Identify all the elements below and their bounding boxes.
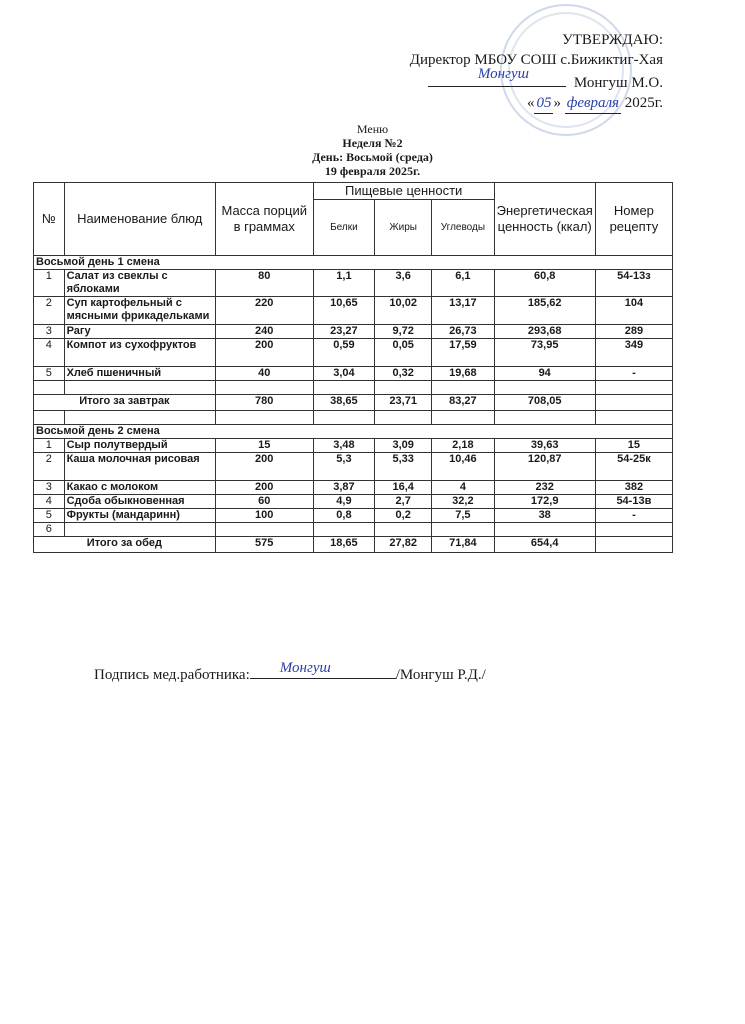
cell-recipe: 15 — [595, 439, 672, 453]
col-mass: Масса порций в граммах — [215, 183, 313, 256]
cell-protein — [313, 523, 374, 537]
table-row — [34, 509, 673, 523]
cell-energy — [494, 523, 595, 537]
menu-table — [33, 182, 673, 553]
cell-name: Рагу — [64, 325, 215, 339]
cell-fat: 9,72 — [375, 325, 432, 339]
cell-carbs: 32,2 — [432, 495, 494, 509]
cell-protein: 3,48 — [313, 439, 374, 453]
cell-protein: 3,04 — [313, 367, 374, 381]
cell-energy: 185,62 — [494, 297, 595, 325]
empty-cell — [375, 381, 432, 395]
approval-date-year: 2025г. — [624, 95, 663, 111]
cell-name: Салат из свеклы с яблоками — [64, 270, 215, 297]
total-mass: 575 — [215, 537, 313, 553]
cell-name: Фрукты (мандаринн) — [64, 509, 215, 523]
cell-protein: 1,1 — [313, 270, 374, 297]
table-row — [34, 270, 673, 297]
cell-carbs: 2,18 — [432, 439, 494, 453]
cell-mass — [215, 523, 313, 537]
cell-fat: 2,7 — [375, 495, 432, 509]
empty-cell — [313, 411, 374, 425]
cell-num: 1 — [34, 270, 65, 297]
empty-cell — [64, 411, 215, 425]
table-row — [34, 297, 673, 325]
cell-carbs: 7,5 — [432, 509, 494, 523]
table-row — [34, 439, 673, 453]
table-row — [34, 367, 673, 381]
director-signature-text: Монгуш — [477, 66, 529, 82]
cell-energy: 60,8 — [494, 270, 595, 297]
cell-fat: 16,4 — [375, 481, 432, 495]
cell-fat: 0,05 — [375, 339, 432, 367]
total-mass: 780 — [215, 395, 313, 411]
empty-cell — [34, 411, 65, 425]
approval-position: Директор МБОУ СОШ с.Бижиктиг-Хая — [409, 52, 663, 68]
cell-fat: 5,33 — [375, 453, 432, 481]
approval-title: УТВЕРЖДАЮ: — [562, 32, 663, 48]
table-row — [34, 495, 673, 509]
empty-cell — [432, 411, 494, 425]
cell-num: 2 — [34, 297, 65, 325]
menu-title: Меню — [356, 122, 389, 136]
cell-name: Каша молочная рисовая — [64, 453, 215, 481]
cell-carbs: 26,73 — [432, 325, 494, 339]
total-label: Итого за завтрак — [34, 395, 216, 411]
cell-recipe: - — [595, 367, 672, 381]
medical-signature-text: Монгуш — [279, 660, 331, 676]
cell-carbs: 4 — [432, 481, 494, 495]
cell-recipe: 54-13в — [595, 495, 672, 509]
director-signature — [428, 66, 566, 87]
total-energy: 708,05 — [494, 395, 595, 411]
total-carbs: 83,27 — [432, 395, 494, 411]
cell-mass: 60 — [215, 495, 313, 509]
menu-day: День: Восьмой (среда) — [312, 150, 433, 164]
cell-name: Сыр полутвердый — [64, 439, 215, 453]
cell-mass: 100 — [215, 509, 313, 523]
cell-mass: 220 — [215, 297, 313, 325]
medical-signature — [94, 660, 486, 684]
empty-cell — [494, 411, 595, 425]
total-recipe — [595, 537, 672, 553]
cell-mass: 200 — [215, 339, 313, 367]
cell-carbs: 19,68 — [432, 367, 494, 381]
cell-fat: 0,2 — [375, 509, 432, 523]
cell-carbs: 13,17 — [432, 297, 494, 325]
cell-carbs: 10,46 — [432, 453, 494, 481]
empty-cell — [215, 411, 313, 425]
col-fat: Жиры — [375, 200, 432, 256]
cell-name: Суп картофельный с мясными фрикадельками — [64, 297, 215, 325]
medical-signature-label: Подпись мед.работника: — [94, 667, 250, 683]
empty-cell — [375, 411, 432, 425]
cell-recipe: - — [595, 509, 672, 523]
col-energy: Энергетическая ценность (ккал) — [494, 183, 595, 256]
col-protein: Белки — [313, 200, 374, 256]
empty-cell — [494, 381, 595, 395]
cell-num: 4 — [34, 339, 65, 367]
col-name: Наименование блюд — [64, 183, 215, 256]
col-recipe: Номер рецепту — [595, 183, 672, 256]
col-carbs: Углеводы — [432, 200, 494, 256]
cell-recipe: 104 — [595, 297, 672, 325]
table-row — [34, 523, 673, 537]
cell-fat: 0,32 — [375, 367, 432, 381]
cell-energy: 172,9 — [494, 495, 595, 509]
cell-name: Хлеб пшеничный — [64, 367, 215, 381]
cell-name: Какао с молоком — [64, 481, 215, 495]
total-label: Итого за обед — [34, 537, 216, 553]
cell-fat: 10,02 — [375, 297, 432, 325]
total-carbs: 71,84 — [432, 537, 494, 553]
cell-protein: 0,59 — [313, 339, 374, 367]
cell-num: 1 — [34, 439, 65, 453]
cell-protein: 4,9 — [313, 495, 374, 509]
menu-week: Неделя №2 — [342, 136, 403, 150]
section-header-row — [34, 425, 673, 439]
cell-num: 6 — [34, 523, 65, 537]
total-row — [34, 395, 673, 411]
cell-mass: 240 — [215, 325, 313, 339]
table-row — [34, 325, 673, 339]
cell-energy: 293,68 — [494, 325, 595, 339]
cell-num: 5 — [34, 367, 65, 381]
cell-fat — [375, 523, 432, 537]
cell-carbs: 6,1 — [432, 270, 494, 297]
menu-date: 19 февраля 2025г. — [324, 164, 421, 178]
empty-cell — [64, 381, 215, 395]
cell-num: 2 — [34, 453, 65, 481]
section-header-row — [34, 256, 673, 270]
cell-recipe: 382 — [595, 481, 672, 495]
empty-row — [34, 411, 673, 425]
approval-signature-line — [410, 66, 663, 93]
cell-mass: 200 — [215, 453, 313, 481]
empty-cell — [595, 381, 672, 395]
cell-name: Сдоба обыкновенная — [64, 495, 215, 509]
empty-row — [34, 381, 673, 395]
menu-header — [0, 122, 745, 178]
cell-fat: 3,6 — [375, 270, 432, 297]
empty-cell — [313, 381, 374, 395]
cell-protein: 3,87 — [313, 481, 374, 495]
cell-recipe: 54-13з — [595, 270, 672, 297]
cell-mass: 40 — [215, 367, 313, 381]
medical-worker-name: /Монгуш Р.Д./ — [395, 667, 486, 683]
empty-cell — [215, 381, 313, 395]
cell-energy: 94 — [494, 367, 595, 381]
total-protein: 18,65 — [313, 537, 374, 553]
approval-date: « 05 » февраля 2025г. — [410, 93, 663, 114]
approval-date-day: 05 — [534, 93, 553, 114]
cell-protein: 0,8 — [313, 509, 374, 523]
cell-name: Компот из сухофруктов — [64, 339, 215, 367]
cell-num: 5 — [34, 509, 65, 523]
empty-cell — [432, 381, 494, 395]
empty-cell — [34, 381, 65, 395]
cell-num: 4 — [34, 495, 65, 509]
cell-carbs — [432, 523, 494, 537]
table-row — [34, 453, 673, 481]
approval-name: Монгуш М.О. — [573, 75, 663, 91]
section-title: Восьмой день 1 смена — [34, 256, 673, 270]
total-fat: 27,82 — [375, 537, 432, 553]
cell-energy: 39,63 — [494, 439, 595, 453]
col-num: № — [34, 183, 65, 256]
cell-energy: 73,95 — [494, 339, 595, 367]
cell-fat: 3,09 — [375, 439, 432, 453]
cell-num: 3 — [34, 325, 65, 339]
cell-protein: 10,65 — [313, 297, 374, 325]
cell-num: 3 — [34, 481, 65, 495]
cell-mass: 15 — [215, 439, 313, 453]
cell-mass: 200 — [215, 481, 313, 495]
table-row — [34, 481, 673, 495]
cell-protein: 5,3 — [313, 453, 374, 481]
approval-block — [410, 30, 663, 114]
section-title: Восьмой день 2 смена — [34, 425, 673, 439]
medical-signature-line — [250, 660, 396, 679]
cell-recipe: 54-25к — [595, 453, 672, 481]
table-row — [34, 339, 673, 367]
total-row — [34, 537, 673, 553]
cell-recipe: 289 — [595, 325, 672, 339]
cell-protein: 23,27 — [313, 325, 374, 339]
cell-recipe — [595, 523, 672, 537]
total-fat: 23,71 — [375, 395, 432, 411]
total-protein: 38,65 — [313, 395, 374, 411]
cell-energy: 232 — [494, 481, 595, 495]
cell-mass: 80 — [215, 270, 313, 297]
cell-carbs: 17,59 — [432, 339, 494, 367]
empty-cell — [595, 411, 672, 425]
approval-date-month: февраля — [565, 93, 621, 114]
cell-recipe: 349 — [595, 339, 672, 367]
total-recipe — [595, 395, 672, 411]
cell-energy: 38 — [494, 509, 595, 523]
cell-name — [64, 523, 215, 537]
total-energy: 654,4 — [494, 537, 595, 553]
col-nutrition: Пищевые ценности — [313, 183, 494, 200]
cell-energy: 120,87 — [494, 453, 595, 481]
